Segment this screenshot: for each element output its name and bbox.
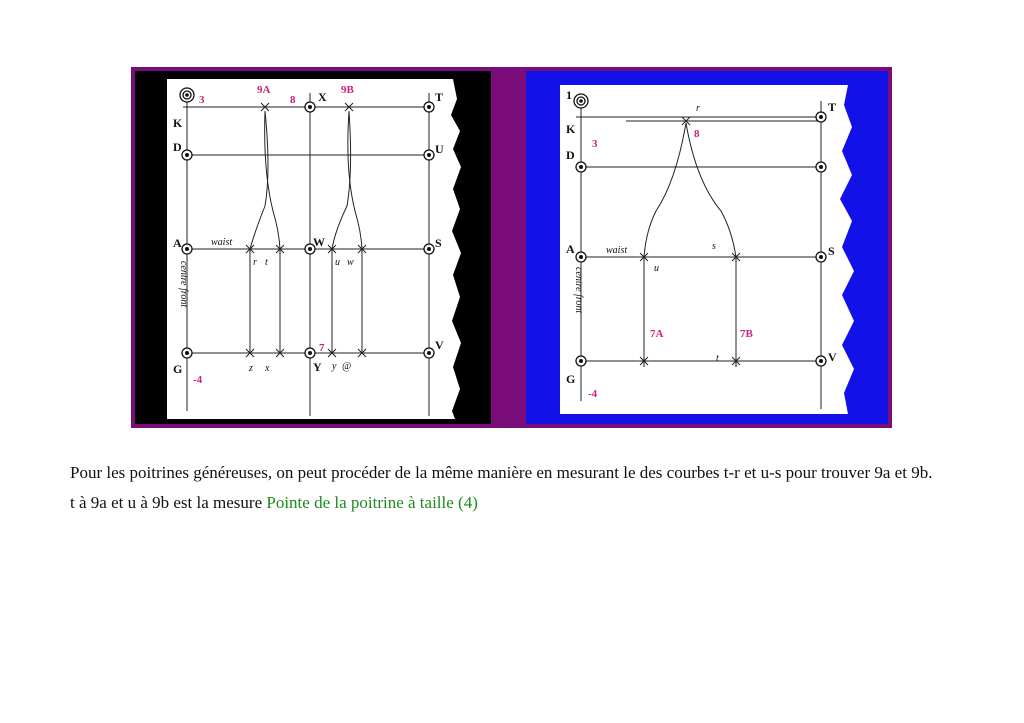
label-z: z: [249, 363, 253, 374]
right-pattern-panel: [526, 71, 888, 424]
label-S: S: [435, 236, 442, 250]
label-W: W: [313, 235, 325, 249]
label-V: V: [828, 350, 837, 364]
label-3: 3: [592, 138, 598, 150]
label-D: D: [566, 148, 575, 162]
label-K: K: [566, 122, 576, 136]
label-T: T: [828, 100, 837, 114]
label-X: X: [318, 90, 327, 104]
label-K: K: [173, 116, 183, 130]
label-r: r: [696, 103, 700, 114]
label-r: r: [253, 257, 257, 268]
label-4: -4: [193, 374, 203, 386]
label-D: D: [173, 140, 182, 154]
label-V: V: [435, 338, 444, 352]
label-1: 1: [566, 88, 572, 102]
label-7: 7: [319, 342, 325, 354]
label-u: u: [654, 263, 659, 274]
label-8: 8: [290, 94, 296, 106]
label-centre-front: centre front: [573, 267, 584, 314]
label-A: A: [173, 236, 182, 250]
label-4: -4: [588, 388, 598, 400]
label-t: t: [265, 257, 268, 268]
label-waist: waist: [211, 237, 233, 248]
label-at: @: [342, 361, 352, 372]
caption-paragraph-2: [70, 492, 970, 514]
left-pattern-drawing: [135, 71, 491, 424]
label-7a: 7A: [650, 328, 664, 340]
label-centre-front: centre front: [178, 261, 189, 308]
right-pattern-drawing: [526, 71, 888, 424]
label-S: S: [828, 244, 835, 258]
label-t: t: [716, 353, 719, 364]
label-9b: 9B: [341, 84, 354, 96]
label-w: w: [347, 257, 354, 268]
label-T: T: [435, 90, 444, 104]
label-9a: 9A: [257, 84, 271, 96]
label-u: u: [335, 257, 340, 268]
label-G: G: [566, 372, 576, 386]
caption-prefix: t à 9a et u à 9b est la mesure: [70, 493, 267, 512]
pattern-figure: [131, 67, 892, 428]
label-s: s: [712, 241, 716, 252]
label-7b: 7B: [740, 328, 753, 340]
measurement-reference: Pointe de la poitrine à taille (4): [266, 493, 478, 512]
label-8: 8: [694, 128, 700, 140]
label-Y: Y: [313, 360, 322, 374]
label-waist: waist: [606, 245, 628, 256]
label-x: x: [265, 363, 270, 374]
label-U: U: [435, 142, 444, 156]
left-pattern-panel: [135, 71, 491, 424]
caption: [70, 462, 970, 522]
label-3: 3: [199, 94, 205, 106]
caption-paragraph-1: Pour les poitrines généreuses, on peut procéder de la même manière en mesurant le des courbes t-r et u-s pour trouver 9a et 9b.: [70, 463, 933, 482]
label-G: G: [173, 362, 183, 376]
label-y: y: [332, 361, 337, 372]
label-A: A: [566, 242, 575, 256]
